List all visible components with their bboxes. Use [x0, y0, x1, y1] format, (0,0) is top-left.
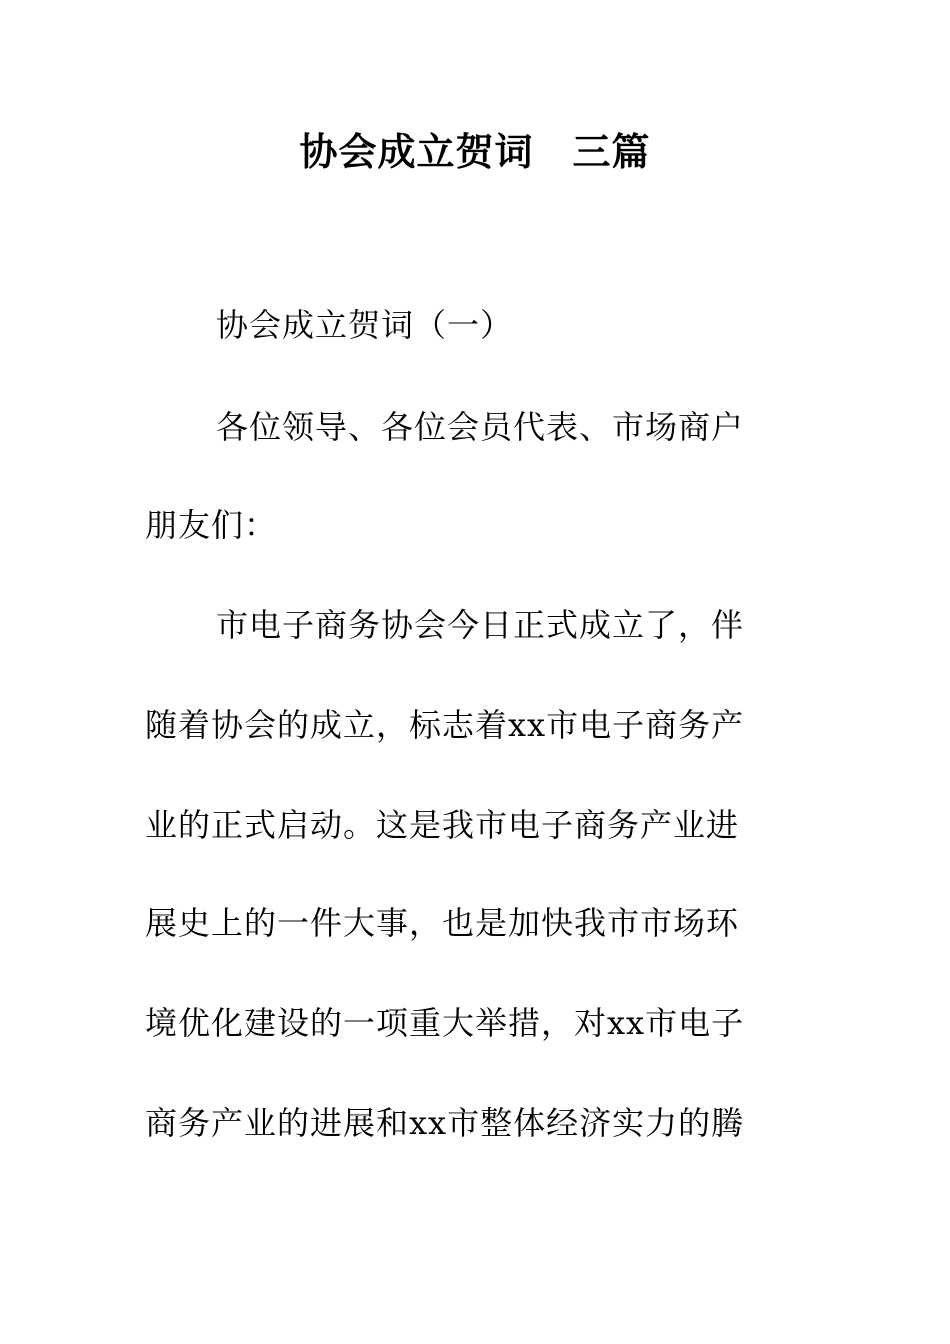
- section-heading: 协会成立贺词（一）: [216, 306, 514, 344]
- paragraph-line: 市电子商务协会今日正式成立了，伴: [216, 606, 745, 644]
- paragraph-line: 境优化建设的一项重大举措，对xx市电子: [145, 1004, 745, 1042]
- document-title: 协会成立贺词 三篇: [299, 129, 651, 174]
- paragraph-line: 展史上的一件大事，也是加快我市市场环: [145, 904, 740, 942]
- paragraph-line: 随着协会的成立，标志着xx市电子商务产: [145, 706, 745, 744]
- paragraph-line: 各位领导、各位会员代表、市场商户: [216, 408, 745, 446]
- paragraph-line: 商务产业的进展和xx市整体经济实力的腾: [145, 1104, 745, 1142]
- paragraph-line: 业的正式启动。这是我市电子商务产业进: [145, 806, 740, 844]
- paragraph-line: 朋友们：: [145, 506, 278, 544]
